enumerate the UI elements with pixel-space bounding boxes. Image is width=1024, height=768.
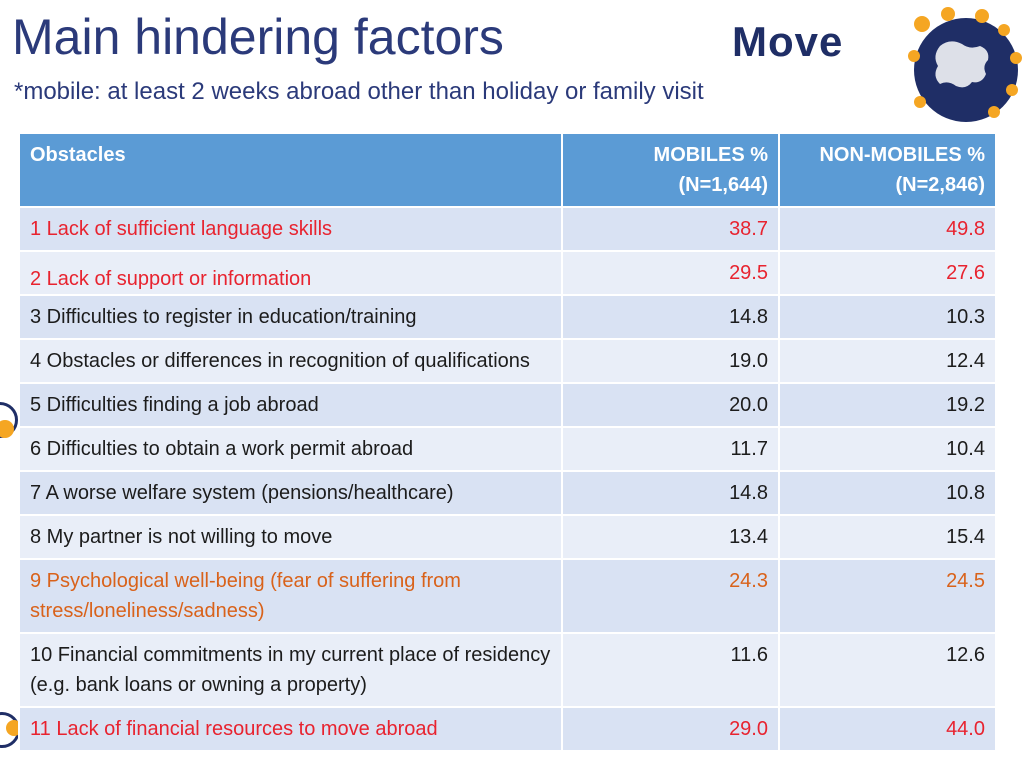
obstacle-label: 8 My partner is not willing to move	[19, 515, 562, 559]
nonmobiles-value: 27.6	[779, 251, 996, 295]
table-row	[19, 515, 996, 559]
mobiles-value: 20.0	[562, 383, 779, 427]
nonmobiles-header-line1: NON-MOBILES %	[819, 144, 985, 166]
mobiles-value: 19.0	[562, 339, 779, 383]
nonmobiles-value: 12.4	[779, 339, 996, 383]
table-row	[19, 295, 996, 339]
obstacle-label: 6 Difficulties to obtain a work permit abroad	[19, 427, 562, 471]
obstacle-label: 1 Lack of sufficient language skills	[19, 207, 562, 251]
nonmobiles-value: 10.8	[779, 471, 996, 515]
mobiles-value: 11.7	[562, 427, 779, 471]
nonmobiles-value: 10.4	[779, 427, 996, 471]
table-row	[19, 339, 996, 383]
nonmobiles-value: 19.2	[779, 383, 996, 427]
table-row	[19, 427, 996, 471]
table-row	[19, 633, 996, 707]
decorative-dot-icon	[0, 420, 14, 438]
nonmobiles-value: 24.5	[779, 559, 996, 633]
nonmobiles-value: 49.8	[779, 207, 996, 251]
mobiles-value: 24.3	[562, 559, 779, 633]
table-row	[19, 559, 996, 633]
mobiles-value: 29.5	[562, 251, 779, 295]
mobiles-value: 38.7	[562, 207, 779, 251]
table-row	[19, 207, 996, 251]
nonmobiles-value: 12.6	[779, 633, 996, 707]
table-row	[19, 707, 996, 751]
column-header-mobiles	[562, 133, 779, 207]
move-logo: Move	[732, 18, 844, 65]
column-header-obstacles: Obstacles	[19, 133, 562, 207]
mobiles-value: 14.8	[562, 471, 779, 515]
table-header-row	[19, 133, 996, 207]
obstacles-table	[18, 132, 997, 752]
obstacle-label: 3 Difficulties to register in education/training	[19, 295, 562, 339]
table-row	[19, 383, 996, 427]
mobiles-value: 14.8	[562, 295, 779, 339]
page-subtitle: *mobile: at least 2 weeks abroad other than holiday or family visit	[14, 78, 704, 105]
obstacle-label: 2 Lack of support or information	[19, 251, 562, 295]
obstacle-label: 4 Obstacles or differences in recognition of qualifications	[19, 339, 562, 383]
nonmobiles-header-line2: (N=2,846)	[895, 174, 985, 196]
obstacle-label: 10 Financial commitments in my current place of residency (e.g. bank loans or owning a property)	[19, 633, 562, 707]
column-header-nonmobiles	[779, 133, 996, 207]
obstacle-label: 9 Psychological well-being (fear of suffering from stress/loneliness/sadness)	[19, 559, 562, 633]
nonmobiles-value: 44.0	[779, 707, 996, 751]
mobiles-value: 13.4	[562, 515, 779, 559]
mobiles-value: 11.6	[562, 633, 779, 707]
table-row	[19, 471, 996, 515]
page-title: Main hindering factors	[12, 9, 504, 65]
mobiles-header-line2: (N=1,644)	[678, 174, 768, 196]
nonmobiles-value: 15.4	[779, 515, 996, 559]
obstacle-label: 7 A worse welfare system (pensions/healthcare)	[19, 471, 562, 515]
table-row	[19, 251, 996, 295]
nonmobiles-value: 10.3	[779, 295, 996, 339]
mobiles-value: 29.0	[562, 707, 779, 751]
globe-logo-icon	[900, 6, 1024, 128]
mobiles-header-line1: MOBILES %	[653, 144, 768, 166]
obstacle-label: 11 Lack of financial resources to move abroad	[19, 707, 562, 751]
obstacle-label: 5 Difficulties finding a job abroad	[19, 383, 562, 427]
